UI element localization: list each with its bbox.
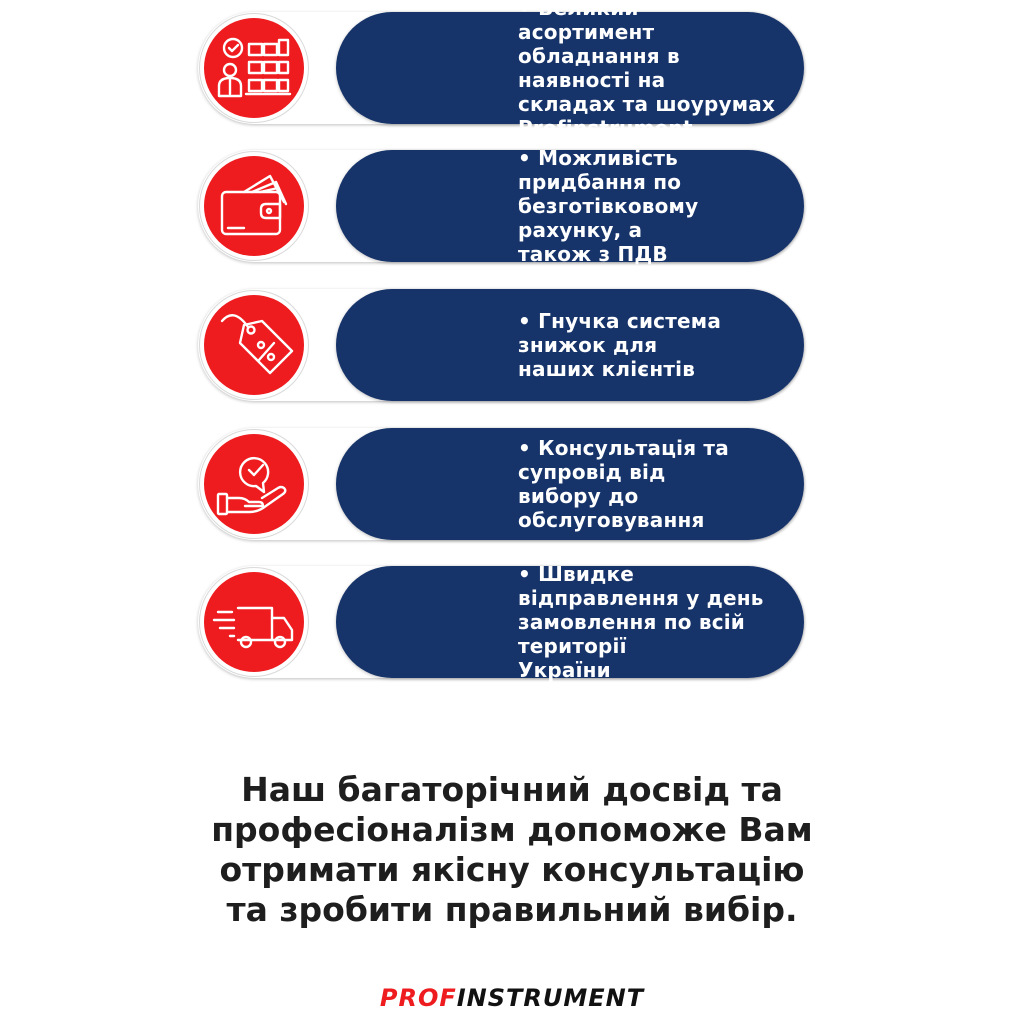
hand-support-icon <box>204 434 304 534</box>
feature-text-line: безготівковому рахунку, а <box>518 194 699 242</box>
brand-logo <box>0 984 1024 1012</box>
feature-text <box>518 0 776 140</box>
feature-text-line: • Великий асортимент <box>518 0 655 44</box>
feature-text <box>518 562 776 682</box>
feature-text-line: вибору до обслуговування <box>518 484 705 532</box>
feature-text <box>518 289 776 401</box>
feature-text-line: складах та шоурумах <box>518 92 776 116</box>
feature-pill <box>336 0 804 140</box>
slogan-line: отримати якісну консультацію <box>219 850 805 889</box>
feature-icon-circle <box>204 572 304 672</box>
feature-text-line: Profinstrument <box>518 116 693 140</box>
feature-text-line: України <box>518 658 611 682</box>
feature-text <box>518 146 776 266</box>
logo-part-prof: PROF <box>379 984 457 1012</box>
feature-card <box>198 428 804 540</box>
feature-text-line: • Швидке відправлення у день <box>518 562 764 610</box>
feature-card <box>198 289 804 401</box>
discount-tag-icon <box>204 295 304 395</box>
logo-part-instrument: INSTRUMENT <box>456 984 645 1012</box>
feature-text-line: • Гнучка система знижок для <box>518 309 722 357</box>
feature-text-line: • Консультація та супровід від <box>518 436 729 484</box>
feature-text-line: • Можливість придбання по <box>518 146 682 194</box>
feature-icon-circle <box>204 18 304 118</box>
feature-text-line: замовлення по всій території <box>518 610 746 658</box>
slogan-line: Наш багаторічний досвід та <box>241 770 783 809</box>
feature-text-line: обладнання в наявності на <box>518 44 680 92</box>
feature-text-line: наших клієнтів <box>518 357 696 381</box>
slogan <box>0 770 1024 930</box>
feature-icon-circle <box>204 156 304 256</box>
delivery-truck-icon <box>204 572 304 672</box>
feature-text <box>518 428 776 540</box>
slogan-line: професіоналізм допоможе Вам <box>211 810 813 849</box>
warehouse-icon <box>204 18 304 118</box>
feature-icon-circle <box>204 434 304 534</box>
slogan-line: та зробити правильний вибір. <box>226 890 798 929</box>
feature-icon-circle <box>204 295 304 395</box>
feature-text-line: також з ПДВ <box>518 242 668 266</box>
feature-card <box>198 146 804 266</box>
feature-card <box>198 562 804 682</box>
feature-pill <box>336 428 804 540</box>
feature-pill <box>336 562 804 682</box>
feature-pill <box>336 146 804 266</box>
feature-card <box>198 0 804 140</box>
feature-pill <box>336 289 804 401</box>
wallet-icon <box>204 156 304 256</box>
